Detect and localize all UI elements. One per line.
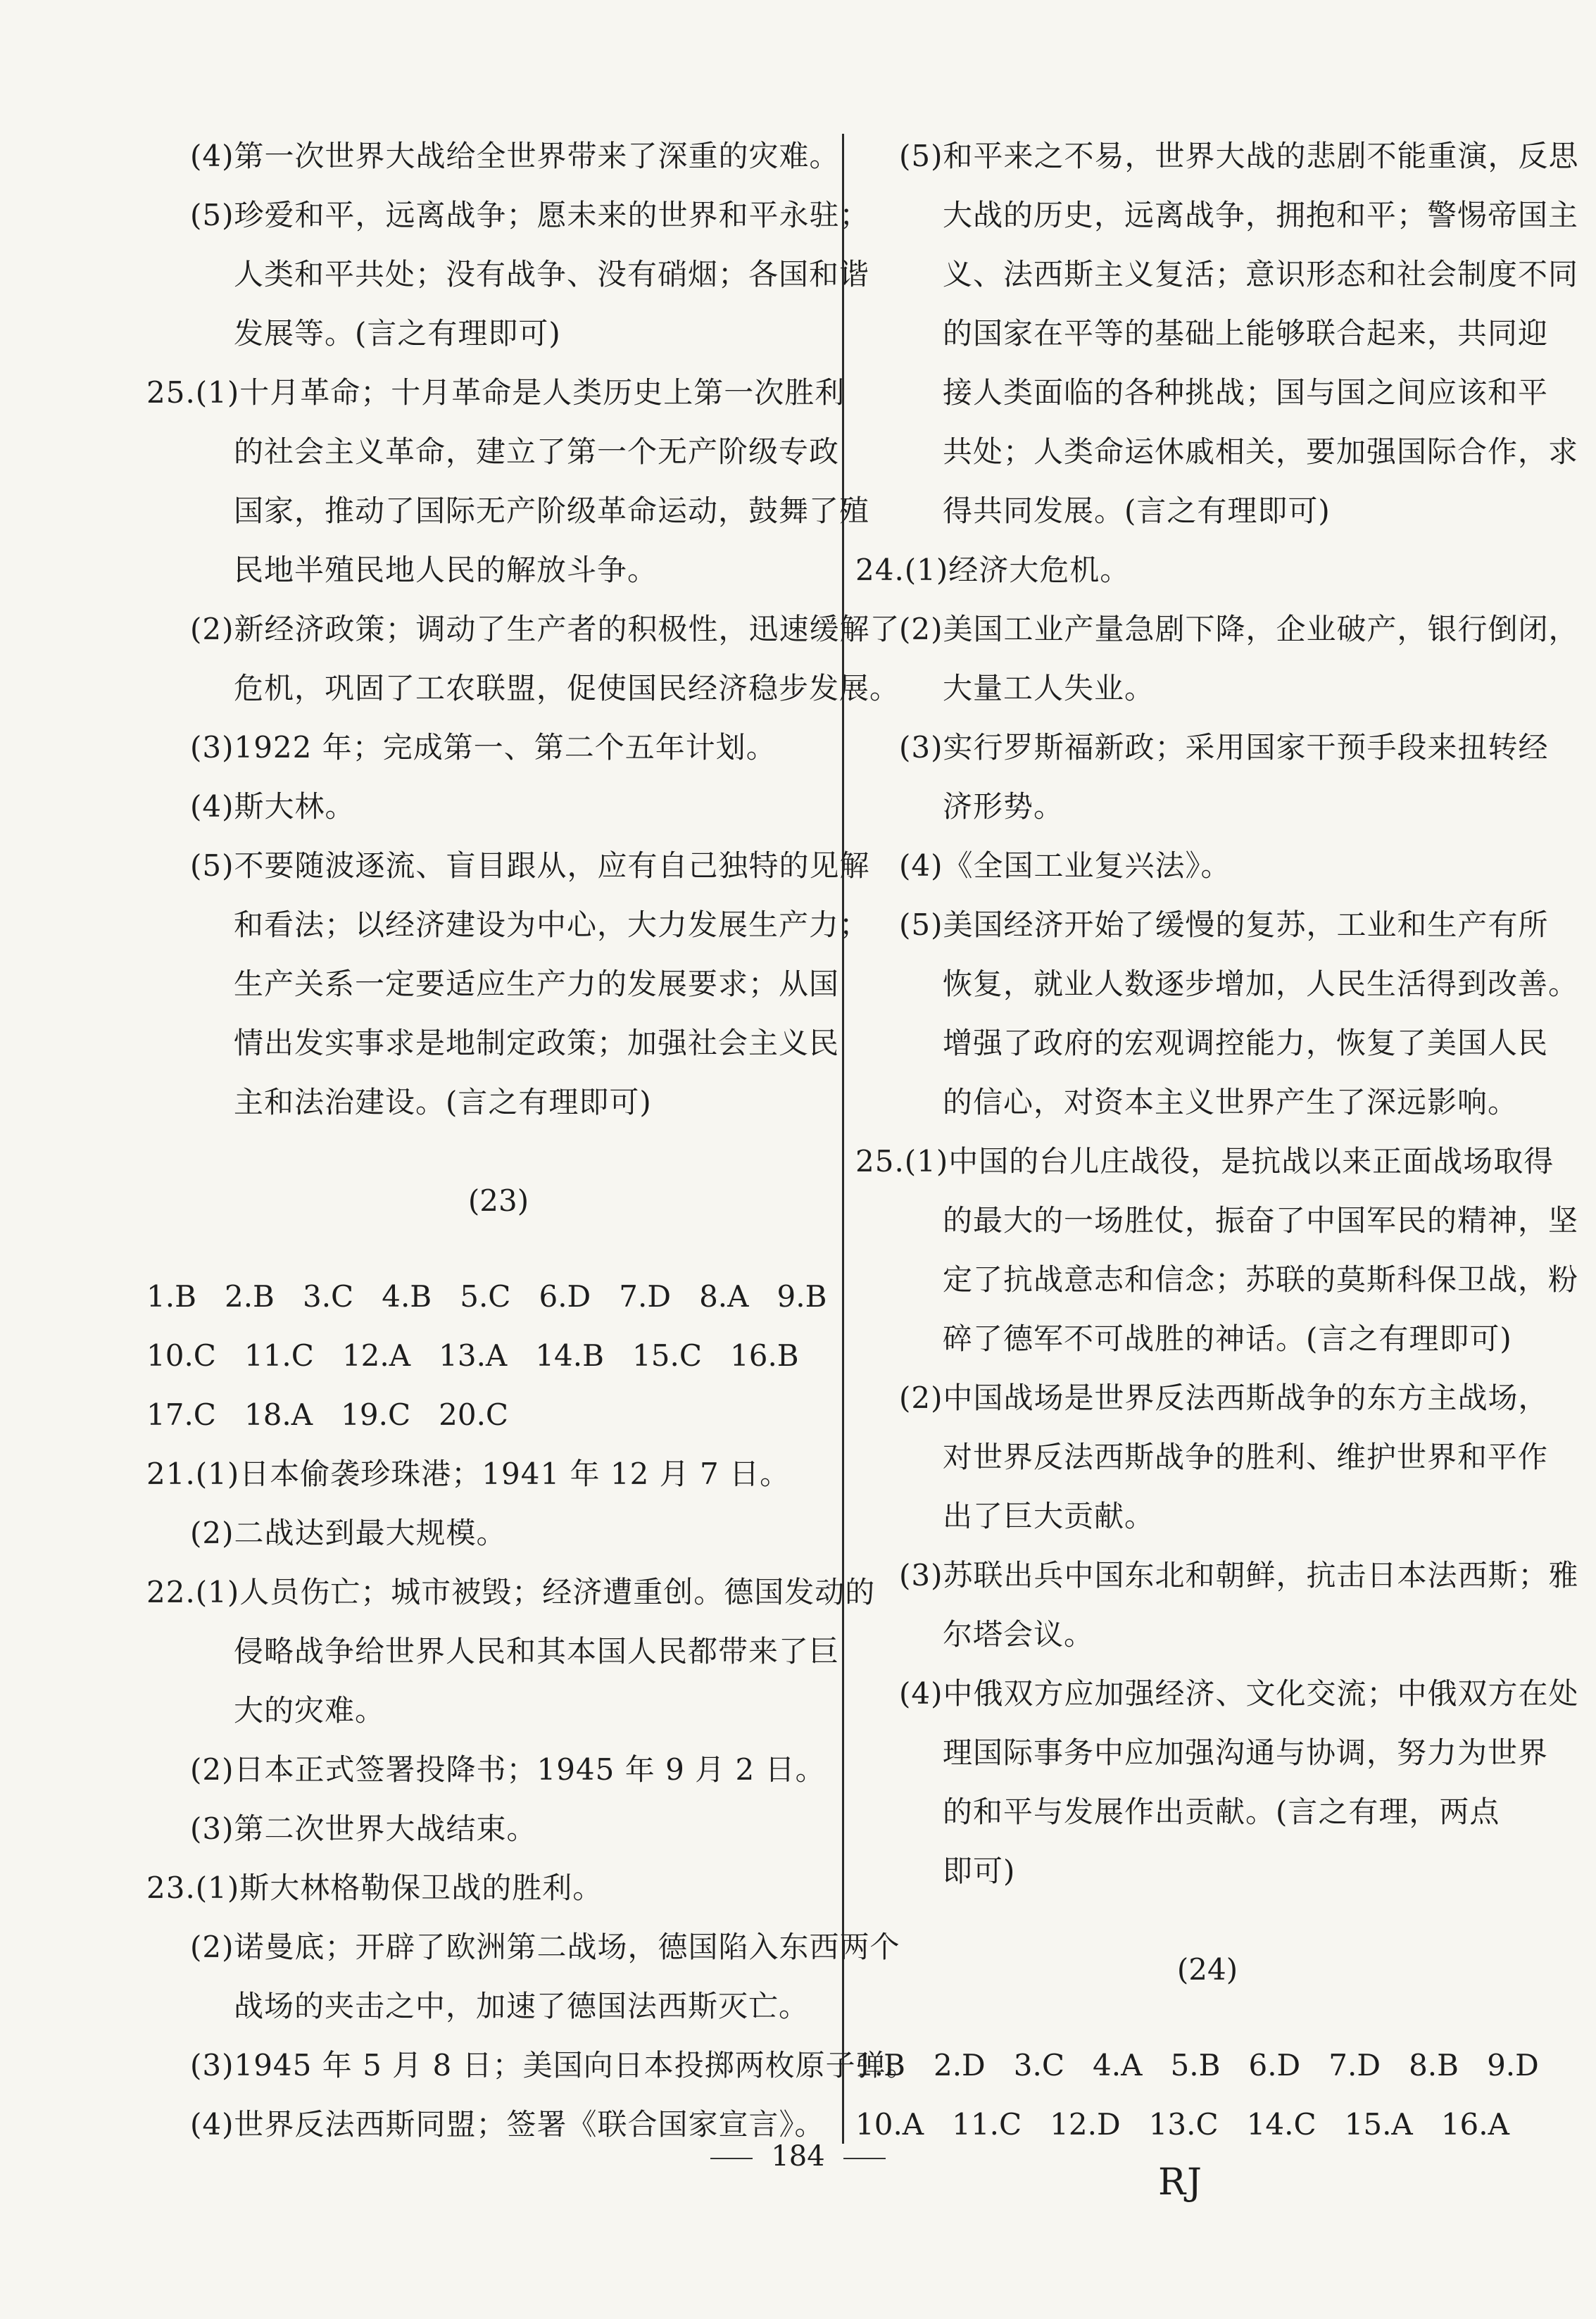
mcq-answers-23 [146, 1267, 850, 1445]
answer-line: 理国际事务中应加强沟通与协调，努力为世界 [943, 1735, 1549, 1770]
section-heading-24: (24) [1176, 1952, 1238, 1987]
answer-line: (2)新经济政策；调动了生产者的积极性，迅速缓解了 [190, 612, 900, 646]
answer-paragraph [146, 1859, 850, 1918]
answer-paragraph [146, 363, 870, 600]
answer-line: 济形势。 [943, 789, 1064, 824]
left-block1 [146, 127, 870, 363]
answer-line: 定了抗战意志和信念；苏联的莫斯科保卫战，粉 [943, 1262, 1579, 1297]
answer-paragraph [146, 1445, 850, 1504]
answer-line: (3)第二次世界大战结束。 [190, 1811, 537, 1846]
answer-paragraph [855, 127, 1579, 541]
right-q24 [855, 541, 1579, 1132]
answer-line: 主和法治建设。(言之有理即可) [234, 1085, 652, 1119]
answer-line: (3)1922 年；完成第一、第二个五年计划。 [190, 730, 777, 765]
section-heading-23: (23) [467, 1183, 529, 1218]
answer-paragraph [855, 1546, 1579, 1664]
answer-line: (4)斯大林。 [190, 789, 356, 824]
answer-paragraph [146, 2036, 917, 2095]
answer-paragraph [146, 1563, 876, 1740]
answer-paragraph [146, 186, 870, 363]
answer-paragraph [855, 600, 1579, 718]
answer-line: 大的灾难。 [234, 1693, 386, 1728]
answer-line: 22.(1)人员伤亡；城市被毁；经济遭重创。德国发动的 [146, 1575, 876, 1609]
mcq-answer-row: 10.C 11.C 12.A 13.A 14.B 15.C 16.B [146, 1338, 799, 1373]
answer-line: (3)苏联出兵中国东北和朝鲜，抗击日本法西斯；雅 [899, 1558, 1579, 1592]
answer-line: 得共同发展。(言之有理即可) [943, 494, 1331, 528]
answer-line: (2)中国战场是世界反法西斯战争的东方主战场， [899, 1381, 1549, 1415]
mcq-answer-row: 10.A 11.C 12.D 13.C 14.C 15.A 16.A [855, 2107, 1509, 2142]
right-block1 [855, 127, 1579, 541]
mcq-answer-row: 17.C 18.A 19.C 20.C [146, 1397, 509, 1432]
page-number: 184 [771, 2140, 825, 2173]
answer-paragraph [855, 718, 1559, 836]
answer-line: 出了巨大贡献。 [943, 1499, 1155, 1533]
answer-line: 即可) [943, 1854, 1016, 1888]
answer-paragraph [146, 836, 870, 1132]
answer-line: 和看法；以经济建设为中心，大力发展生产力； [234, 907, 870, 942]
answer-line: (4)中俄双方应加强经济、文化交流；中俄双方在处 [899, 1676, 1579, 1711]
answer-paragraph [146, 1740, 850, 1799]
footer-dash-left [710, 2158, 753, 2159]
mcq-answer-row: 1.B 2.D 3.C 4.A 5.B 6.D 7.D 8.B 9.D [855, 2048, 1539, 2082]
answer-line: (4)世界反法西斯同盟；签署《联合国家宣言》。 [190, 2107, 825, 2142]
answer-line: 生产关系一定要适应生产力的发展要求；从国 [234, 967, 840, 1001]
answer-paragraph [146, 1918, 900, 2036]
answer-paragraph [146, 127, 850, 186]
answer-line: 尔塔会议。 [943, 1617, 1095, 1652]
left-column [146, 127, 917, 2154]
left-q23 [146, 1859, 917, 2154]
answer-line: (5)珍爱和平，远离战争；愿未来的世界和平永驻； [190, 198, 870, 232]
answer-line: 义、法西斯主义复活；意识形态和社会制度不同 [943, 257, 1579, 291]
mcq-answers-24 [855, 2036, 1559, 2154]
answer-line: 情出发实事求是地制定政策；加强社会主义民 [234, 1026, 840, 1060]
answer-line: 25.(1)十月革命；十月革命是人类历史上第一次胜利 [146, 375, 846, 410]
answer-line: 战场的夹击之中，加速了德国法西斯灭亡。 [234, 1989, 810, 2023]
answer-line: (4)第一次世界大战给全世界带来了深重的灾难。 [190, 139, 840, 173]
answer-paragraph [855, 895, 1579, 1132]
answer-line: (2)二战达到最大规模。 [190, 1516, 507, 1550]
answer-line: 对世界反法西斯战争的胜利、维护世界和平作 [943, 1440, 1549, 1474]
answer-line: 民地半殖民地人民的解放斗争。 [234, 553, 658, 587]
answer-line: (3)1945 年 5 月 8 日；美国向日本投掷两枚原子弹。 [190, 2048, 917, 2082]
answer-paragraph [146, 718, 850, 777]
answer-line: 的和平与发展作出贡献。(言之有理，两点 [943, 1795, 1500, 1829]
answer-line: 大量工人失业。 [943, 671, 1155, 705]
answer-line: 人类和平共处；没有战争、没有硝烟；各国和谐 [234, 257, 870, 291]
answer-line: 侵略战争给世界人民和其本国人民都带来了巨 [234, 1634, 840, 1668]
footer-dash-right [843, 2158, 886, 2159]
right-q25 [855, 1132, 1579, 1901]
left-q25 [146, 363, 900, 1132]
answer-line: 25.(1)中国的台儿庄战役，是抗战以来正面战场取得 [855, 1144, 1554, 1179]
answer-line: 大战的历史，远离战争，拥抱和平；警惕帝国主 [943, 198, 1579, 232]
answer-line: 24.(1)经济大危机。 [855, 553, 1131, 587]
answer-line: (2)美国工业产量急剧下降，企业破产，银行倒闭， [899, 612, 1579, 646]
answer-paragraph [855, 1369, 1559, 1546]
answer-paragraph [146, 600, 900, 718]
answer-line: (5)不要随波逐流、盲目跟从，应有自己独特的见解 [190, 848, 870, 883]
answer-paragraph [855, 1132, 1579, 1369]
answer-line: 危机，巩固了工农联盟，促使国民经济稳步发展。 [234, 671, 900, 705]
answer-line: 发展等。(言之有理即可) [234, 316, 561, 351]
page-footer [0, 2140, 1596, 2173]
answer-paragraph [855, 1664, 1579, 1901]
answer-line: 21.(1)日本偷袭珍珠港；1941 年 12 月 7 日。 [146, 1457, 791, 1491]
answer-line: 碎了德军不可战胜的神话。(言之有理即可) [943, 1321, 1512, 1356]
left-q21 [146, 1445, 850, 1563]
answer-paragraph [855, 836, 1559, 895]
answer-line: 国家，推动了国际无产阶级革命运动，鼓舞了殖 [234, 494, 870, 528]
mcq-answer-row: 1.B 2.B 3.C 4.B 5.C 6.D 7.D 8.A 9.B [146, 1279, 827, 1314]
answer-line: (5)美国经济开始了缓慢的复苏，工业和生产有所 [899, 907, 1549, 942]
answer-paragraph [855, 541, 1559, 600]
right-column [855, 127, 1579, 2154]
answer-line: 的信心，对资本主义世界产生了深远影响。 [943, 1085, 1519, 1119]
answer-line: (2)诺曼底；开辟了欧洲第二战场，德国陷入东西两个 [190, 1930, 900, 1964]
answer-line: (5)和平来之不易，世界大战的悲剧不能重演，反思 [899, 139, 1579, 173]
answer-line: (2)日本正式签署投降书；1945 年 9 月 2 日。 [190, 1752, 826, 1787]
answer-line: 的社会主义革命，建立了第一个无产阶级专政 [234, 434, 840, 469]
left-q22 [146, 1563, 876, 1859]
answer-line: 的国家在平等的基础上能够联合起来，共同迎 [943, 316, 1549, 351]
answer-paragraph [146, 1799, 850, 1859]
answer-line: (4)《全国工业复兴法》。 [899, 848, 1231, 883]
edition-code: RJ [1158, 2161, 1203, 2204]
answer-paragraph [146, 1504, 850, 1563]
answer-line: 23.(1)斯大林格勒保卫战的胜利。 [146, 1871, 603, 1905]
answer-paragraph [146, 777, 850, 836]
answer-line: 接人类面临的各种挑战；国与国之间应该和平 [943, 375, 1549, 410]
answer-line: 恢复，就业人数逐步增加，人民生活得到改善。 [943, 967, 1579, 1001]
answer-line: 增强了政府的宏观调控能力，恢复了美国人民 [943, 1026, 1549, 1060]
answer-line: 的最大的一场胜仗，振奋了中国军民的精神，坚 [943, 1203, 1579, 1238]
answer-line: 共处；人类命运休戚相关，要加强国际合作，求 [943, 434, 1579, 469]
answer-line: (3)实行罗斯福新政；采用国家干预手段来扭转经 [899, 730, 1549, 765]
